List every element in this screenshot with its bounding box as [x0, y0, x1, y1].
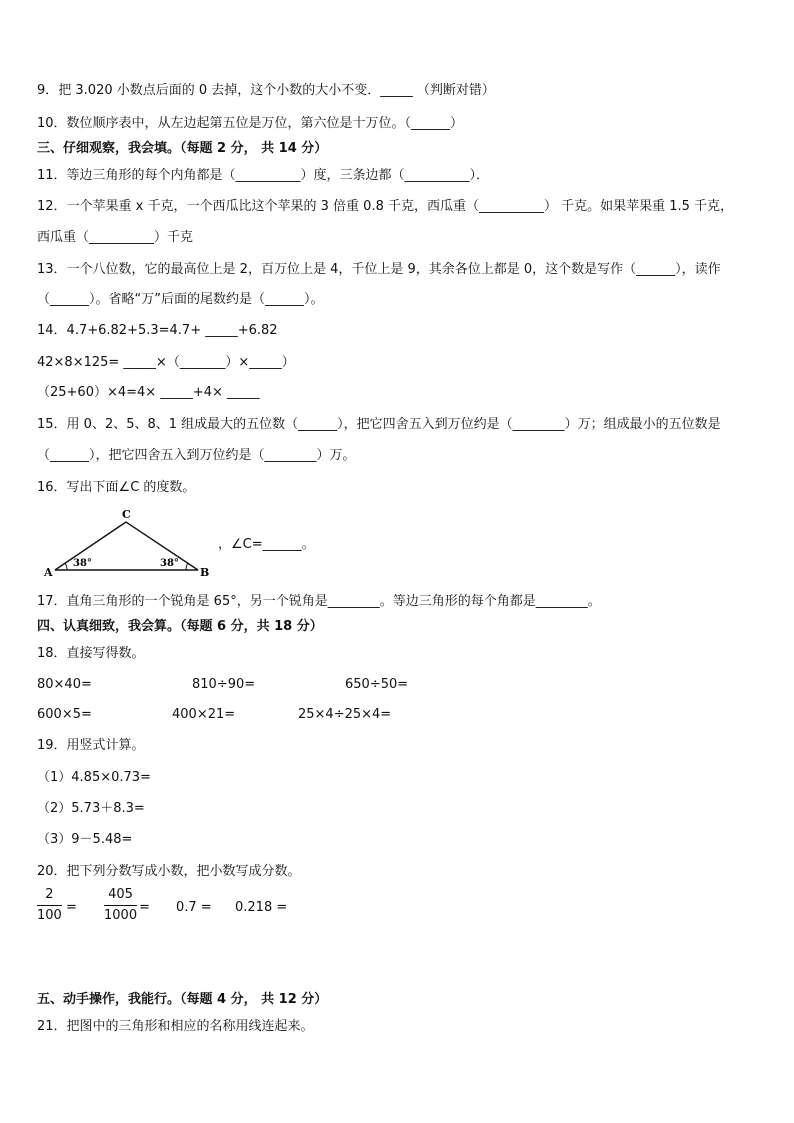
question-15-line-2: （______），把它四舍五入到万位约是（________）万。 — [37, 448, 356, 463]
question-12-line-2: 西瓜重（__________）千克 — [37, 230, 194, 245]
decimal-item: 0.218 = — [235, 900, 288, 915]
fraction-equals: = — [66, 900, 77, 915]
calc-item: 810÷90= — [192, 677, 256, 692]
fraction-denominator: 100 — [37, 908, 62, 923]
angle-a-arc — [65, 563, 67, 570]
question-16-answer: ，∠C=______。 — [218, 537, 315, 552]
question-11: 11．等边三角形的每个内角都是（__________）度，三条边都（__________）． — [37, 168, 490, 183]
calc-item: 25×4÷25×4= — [298, 707, 392, 722]
angle-b-label: 38° — [160, 558, 179, 569]
question-13-line-2: （______）。省略“万”后面的尾数约是（______）。 — [37, 292, 324, 307]
question-9: 9．把 3.020 小数点后面的 0 去掉，这个小数的大小不变．_____ （判断对错） — [37, 83, 495, 98]
calc-item: 80×40= — [37, 677, 92, 692]
fraction-item — [37, 887, 62, 924]
calc-item: 650÷50= — [345, 677, 409, 692]
fraction-denominator: 1000 — [104, 908, 138, 923]
angle-a-label: 38° — [73, 558, 92, 569]
question-14-line-1: 14．4.7+6.82+5.3=4.7+ _____+6.82 — [37, 323, 278, 338]
question-17: 17．直角三角形的一个锐角是 65°，另一个锐角是________。等边三角形的每个角都是________。 — [37, 594, 601, 609]
angle-b-arc — [186, 563, 188, 570]
vertex-a-label: A — [44, 566, 53, 579]
question-10: 10．数位顺序表中，从左边起第五位是万位，第六位是十万位。（______） — [37, 116, 464, 131]
question-18: 18．直接写得数。 — [37, 646, 145, 661]
vertical-calc-item: （1）4.85×0.73= — [37, 770, 151, 785]
calc-item: 400×21= — [172, 707, 236, 722]
section-3-header: 三、仔细观察，我会填。（每题 2 分， 共 14 分） — [37, 141, 328, 156]
vertex-b-label: B — [200, 566, 210, 579]
question-12-line-1: 12．一个苹果重 x 千克，一个西瓜比这个苹果的 3 倍重 0.8 千克，西瓜重（__________） 千克。如果苹果重 1.5 千克， — [37, 199, 734, 214]
question-15-line-1: 15．用 0、2、5、8、1 组成最大的五位数（______），把它四舍五入到万位约是（________）万；组成最小的五位数是 — [37, 417, 721, 432]
triangle-figure — [40, 506, 220, 580]
question-20: 20．把下列分数写成小数，把小数写成分数。 — [37, 864, 301, 879]
question-14-line-2: 42×8×125= _____×（_______）×_____） — [37, 355, 295, 370]
vertex-c-label: C — [122, 508, 131, 521]
section-4-header: 四、认真细致，我会算。（每题 6 分，共 18 分） — [37, 619, 323, 634]
question-13-line-1: 13．一个八位数，它的最高位上是 2，百万位上是 4，千位上是 9，其余各位上都是 0，这个数是写作（______），读作 — [37, 262, 721, 277]
question-21: 21．把图中的三角形和相应的名称用线连起来。 — [37, 1019, 314, 1034]
section-5-header: 五、动手操作，我能行。（每题 4 分， 共 12 分） — [37, 992, 328, 1007]
fraction-numerator: 2 — [37, 887, 62, 906]
vertical-calc-item: （2）5.73＋8.3= — [37, 801, 145, 816]
question-16: 16．写出下面∠C 的度数。 — [37, 480, 196, 495]
calc-item: 600×5= — [37, 707, 92, 722]
fraction-numerator: 405 — [104, 887, 137, 906]
fraction-equals: = — [139, 900, 150, 915]
decimal-item: 0.7 = — [176, 900, 212, 915]
fraction-item — [104, 887, 137, 924]
question-19: 19．用竖式计算。 — [37, 738, 145, 753]
question-14-line-3: （25+60）×4=4× _____+4× _____ — [37, 385, 260, 400]
vertical-calc-item: （3）9－5.48= — [37, 832, 133, 847]
